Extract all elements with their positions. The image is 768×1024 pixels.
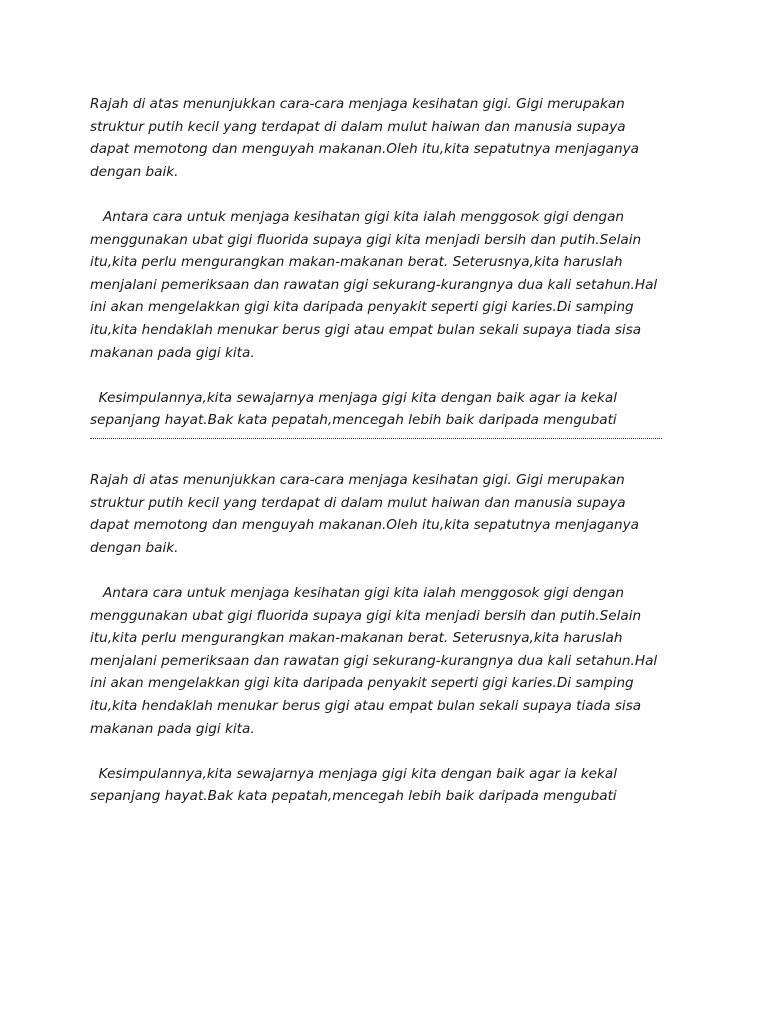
paragraph-intro — [90, 469, 690, 559]
text-line: itu,kita perlu mengurangkan makan-makanan berat. Seterusnya,kita haruslah — [90, 630, 623, 647]
text-line: makanan pada gigi kita. — [90, 344, 255, 361]
text-line: sepanjang hayat.Bak kata pepatah,mencegah lebih baik daripada mengubati — [90, 412, 617, 429]
text-line: ini akan mengelakkan gigi kita daripada penyakit seperti gigi karies.Di samping — [90, 299, 634, 316]
text-line: dapat memotong dan menguyah makanan.Oleh itu,kita sepatutnya menjaganya — [90, 141, 639, 158]
text-line: menggunakan ubat gigi fluorida supaya gigi kita menjadi bersih dan putih.Selain — [90, 231, 642, 248]
text-line: Kesimpulannya,kita sewajarnya menjaga gigi kita dengan baik agar ia kekal — [90, 389, 617, 406]
paragraph-body — [90, 582, 690, 740]
text-line: dapat memotong dan menguyah makanan.Oleh itu,kita sepatutnya menjaganya — [90, 517, 639, 534]
text-line: Kesimpulannya,kita sewajarnya menjaga gigi kita dengan baik agar ia kekal — [90, 765, 617, 782]
text-line: dengan baik. — [90, 163, 179, 180]
text-line: ini akan mengelakkan gigi kita daripada penyakit seperti gigi karies.Di samping — [90, 675, 634, 692]
text-line: struktur putih kecil yang terdapat di dalam mulut haiwan dan manusia supaya — [90, 494, 626, 511]
text-line: menjalani pemeriksaan dan rawatan gigi sekurang-kurangnya dua kali setahun.Hal — [90, 652, 658, 669]
text-line: makanan pada gigi kita. — [90, 720, 255, 737]
text-line: itu,kita hendaklah menukar berus gigi atau empat bulan sekali supaya tiada sisa — [90, 697, 642, 714]
dotted-separator — [90, 438, 662, 439]
text-line: menjalani pemeriksaan dan rawatan gigi sekurang-kurangnya dua kali setahun.Hal — [90, 276, 658, 293]
text-line: Antara cara untuk menjaga kesihatan gigi kita ialah menggosok gigi dengan — [90, 584, 625, 601]
text-line: itu,kita perlu mengurangkan makan-makanan berat. Seterusnya,kita haruslah — [90, 254, 623, 271]
text-line: dengan baik. — [90, 539, 179, 556]
text-line: menggunakan ubat gigi fluorida supaya gigi kita menjadi bersih dan putih.Selain — [90, 607, 642, 624]
paragraph-body — [90, 206, 690, 364]
paragraph-intro — [90, 93, 690, 183]
text-line: itu,kita hendaklah menukar berus gigi atau empat bulan sekali supaya tiada sisa — [90, 321, 642, 338]
essay-section-2 — [90, 469, 690, 808]
text-line: Rajah di atas menunjukkan cara-cara menjaga kesihatan gigi. Gigi merupakan — [90, 96, 625, 112]
text-line: Rajah di atas menunjukkan cara-cara menjaga kesihatan gigi. Gigi merupakan — [90, 472, 625, 488]
paragraph-conclusion — [90, 387, 690, 432]
text-line: Antara cara untuk menjaga kesihatan gigi kita ialah menggosok gigi dengan — [90, 208, 625, 225]
paragraph-conclusion — [90, 763, 690, 808]
essay-section-1 — [90, 93, 690, 432]
text-line: struktur putih kecil yang terdapat di dalam mulut haiwan dan manusia supaya — [90, 118, 626, 135]
text-line: sepanjang hayat.Bak kata pepatah,mencegah lebih baik daripada mengubati — [90, 788, 617, 805]
